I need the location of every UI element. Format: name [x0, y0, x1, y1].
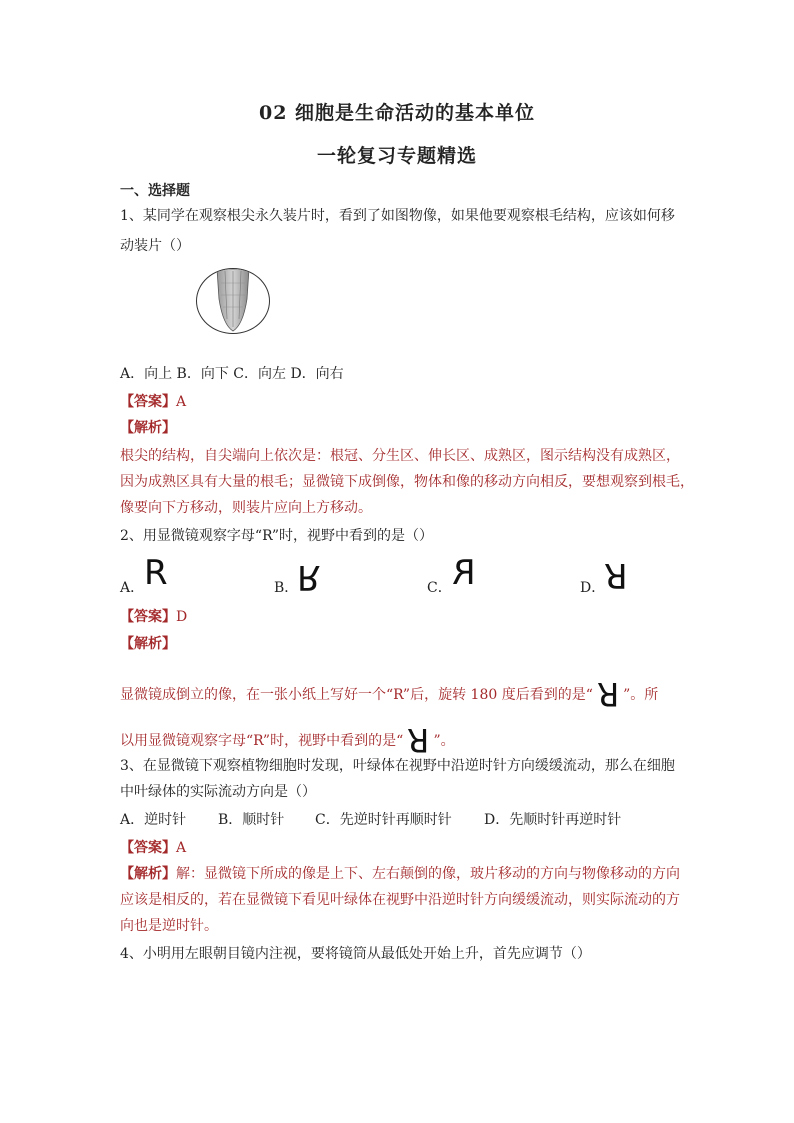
q2-rotated-letter: R	[596, 675, 620, 713]
q4-stem: 4、小明用左眼朝目镜内注视，要将镜筒从最低处开始上升，首先应调节（）	[120, 946, 591, 962]
q1-analysis-line3: 像要向下方移动，则装片应向上方移动。	[120, 500, 372, 516]
q1-stem-line2: 动装片（）	[120, 238, 190, 254]
q3-stem-line1: 3、在显微镜下观察植物细胞时发现，叶绿体在视野中沿逆时针方向缓缓流动，那么在细胞	[120, 758, 675, 774]
q3-stem-line2: 中叶绿体的实际流动方向是（）	[120, 784, 316, 800]
q3-answer-value: A	[176, 840, 187, 856]
q2-option-b-letter: R	[297, 557, 321, 597]
section-heading: 一、选择题	[120, 183, 190, 199]
q2-analysis-line2-end: ”。	[433, 733, 455, 749]
q3-analysis-line1	[120, 864, 680, 884]
answer-tag: 【答案】	[120, 394, 176, 410]
q3-analysis-tag: 【解析】	[120, 866, 176, 882]
q2-answer-value: D	[176, 609, 188, 625]
q2-analysis-tag: 【解析】	[120, 636, 176, 652]
q2-analysis-line2-text: 以用显微镜观察字母“R”时，视野中看到的是“	[120, 733, 404, 749]
q2-option-c-label: C．	[427, 580, 452, 596]
q3-analysis-line3: 向也是逆时针。	[120, 918, 218, 934]
q2-analysis-line1-end: ”。所	[623, 687, 659, 703]
q1-options: A．向上 B．向下 C．向左 D．向右	[120, 366, 344, 382]
q2-analysis-line1	[120, 675, 680, 713]
q1-stem-line1: 1、某同学在观察根尖永久装片时，看到了如图物像，如果他要观察根毛结构，应该如何移	[120, 208, 675, 224]
answer-tag: 【答案】	[120, 609, 176, 625]
q2-analysis-line1-text: 显微镜成倒立的像，在一张小纸上写好一个“R”后，旋转 180 度后看到的是“	[120, 687, 593, 703]
q3-option-d: D．先顺时针再逆时针	[484, 812, 622, 828]
document-subtitle: 一轮复习专题精选	[316, 145, 477, 167]
q2-option-c-letter: R	[452, 553, 476, 593]
q1-analysis-tag: 【解析】	[120, 420, 176, 436]
q2-option-d-letter: R	[604, 555, 628, 595]
q2-option-a-letter: R	[144, 553, 168, 593]
q3-answer	[120, 838, 680, 858]
q2-option-b-label: B．	[274, 580, 299, 596]
q2-answer-letter: R	[407, 721, 430, 759]
q3-option-a: A．逆时针	[120, 812, 187, 828]
document-title: 02 细胞是生命活动的基本单位	[258, 102, 536, 124]
q2-analysis-line2	[120, 721, 680, 759]
q3-analysis-line2: 应该是相反的，若在显微镜下看见叶绿体在视野中沿逆时针方向缓缓流动，则实际流动的方	[120, 892, 680, 908]
q3-analysis-line1-text: 解：显微镜下所成的像是上下、左右颠倒的像，玻片移动的方向与物像移动的方向	[176, 866, 680, 882]
q1-analysis-line1: 根尖的结构，自尖端向上依次是：根冠、分生区、伸长区、成熟区，图示结构没有成熟区，	[120, 448, 680, 464]
q3-option-b: B．顺时针	[218, 812, 285, 828]
q2-option-a-label: A．	[120, 580, 145, 596]
q1-analysis-line2: 因为成熟区具有大量的根毛；显微镜下成倒像，物体和像的移动方向相反，要想观察到根毛，	[120, 474, 694, 490]
q2-stem: 2、用显微镜观察字母“R”时，视野中看到的是（）	[120, 528, 433, 544]
answer-tag: 【答案】	[120, 840, 176, 856]
q1-answer-value: A	[176, 394, 187, 410]
q1-answer	[120, 392, 680, 412]
root-tip-micrograph	[196, 268, 270, 334]
q2-answer	[120, 607, 680, 627]
q3-option-c: C．先逆时针再顺时针	[315, 812, 452, 828]
q2-option-d-label: D．	[580, 580, 606, 596]
